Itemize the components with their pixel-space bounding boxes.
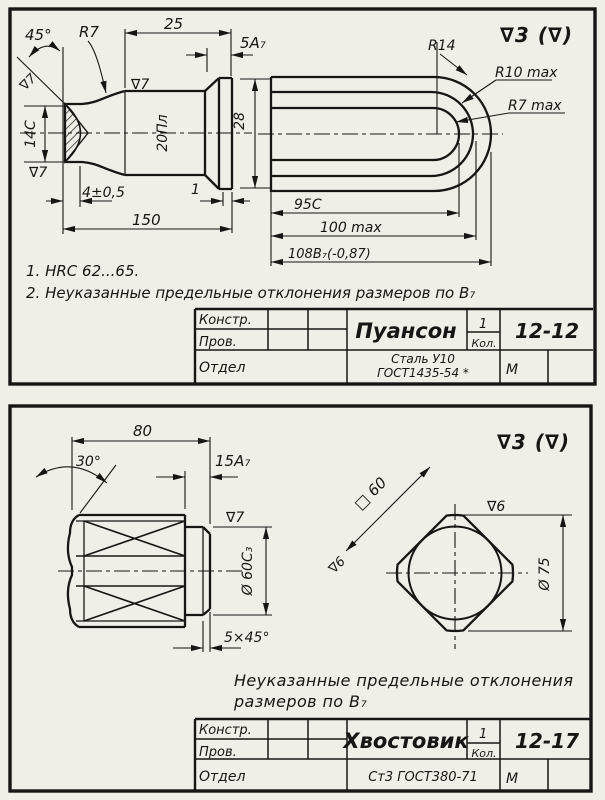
- finish-7-chamfer: ∇7: [17, 71, 40, 94]
- dim-95c: 95С: [294, 197, 322, 213]
- dim-150: 150: [132, 211, 161, 229]
- tb1-prov: Пров.: [199, 335, 237, 350]
- sheet2-note-2: размеров по В₇: [234, 692, 368, 711]
- finish-7-left: ∇7: [29, 165, 48, 181]
- sheet1-note-1: 1. HRC 62...65.: [26, 262, 140, 280]
- sheet1-title-block: [195, 309, 593, 383]
- dim-5a7: 5А₇: [240, 34, 266, 52]
- tb2-part-name: Хвостовик: [343, 729, 469, 753]
- tb1-material-2: ГОСТ1435-54 *: [377, 366, 469, 380]
- tb2-code: 12-17: [515, 729, 579, 753]
- sheet-2-shank: [10, 406, 591, 791]
- dim-1: 1: [191, 182, 200, 198]
- tb2-qty: 1: [479, 727, 488, 742]
- finish-7-collar: ∇7: [226, 510, 245, 526]
- dim-30deg: 30°: [76, 454, 101, 470]
- tb2-prov: Пров.: [199, 745, 237, 760]
- tb1-code: 12-12: [515, 319, 579, 343]
- finish-7-top: ∇7: [131, 77, 150, 93]
- dim-20pl: 20Пл: [155, 114, 171, 152]
- tb1-konstr: Констр.: [199, 313, 252, 328]
- dim-80: 80: [133, 422, 153, 440]
- finish-6-flat: ∇6: [326, 554, 349, 577]
- dim-75: Ø 75: [537, 557, 553, 591]
- sheet2-note-1: Неуказанные предельные отклонения: [234, 671, 574, 690]
- tb1-part-name: Пуансон: [355, 319, 457, 343]
- dim-60c3: Ø 60С₃: [240, 546, 256, 596]
- tb2-scale: М: [506, 771, 519, 787]
- dim-4-05: 4±0,5: [82, 185, 125, 201]
- finish-6-top: ∇6: [487, 499, 506, 515]
- tb2-konstr: Констр.: [199, 723, 252, 738]
- dim-r7max: R7 max: [508, 98, 562, 114]
- sheet-1-punch: [10, 9, 595, 384]
- sheet2-title-block: [195, 719, 590, 790]
- tb1-scale: М: [506, 362, 519, 378]
- sheet2-finish-mark: ∇3 (∇): [497, 430, 571, 454]
- tb2-material: Ст3 ГОСТ380-71: [368, 770, 478, 785]
- dim-r7: R7: [79, 23, 99, 41]
- dim-15a7: 15А₇: [215, 452, 251, 470]
- dim-square-60: □ 60: [350, 473, 391, 514]
- dim-5x45: 5×45°: [224, 630, 270, 646]
- tb2-qty-label: Кол.: [471, 747, 497, 760]
- dim-45deg: 45°: [25, 26, 52, 44]
- dim-r10max: R10 max: [495, 65, 558, 81]
- tb1-qty-label: Кол.: [471, 337, 497, 350]
- dim-28: 28: [232, 112, 248, 130]
- dim-100max: 100 max: [320, 220, 382, 236]
- sheet1-note-2: 2. Неуказанные предельные отклонения размеров по В₇: [26, 284, 476, 302]
- dim-25: 25: [164, 15, 184, 33]
- tb1-material-1: Сталь У10: [391, 352, 455, 366]
- tb2-otdel: Отдел: [199, 769, 246, 785]
- dim-108b7: 108В₇(-0,87): [288, 247, 371, 262]
- tb1-qty: 1: [479, 317, 488, 332]
- tb1-otdel: Отдел: [199, 360, 246, 376]
- dim-14c: 14С: [23, 120, 39, 148]
- dim-r14: R14: [428, 38, 456, 54]
- sheet1-dimensions: [17, 29, 565, 266]
- sheet1-finish-mark: ∇3 (∇): [500, 23, 574, 47]
